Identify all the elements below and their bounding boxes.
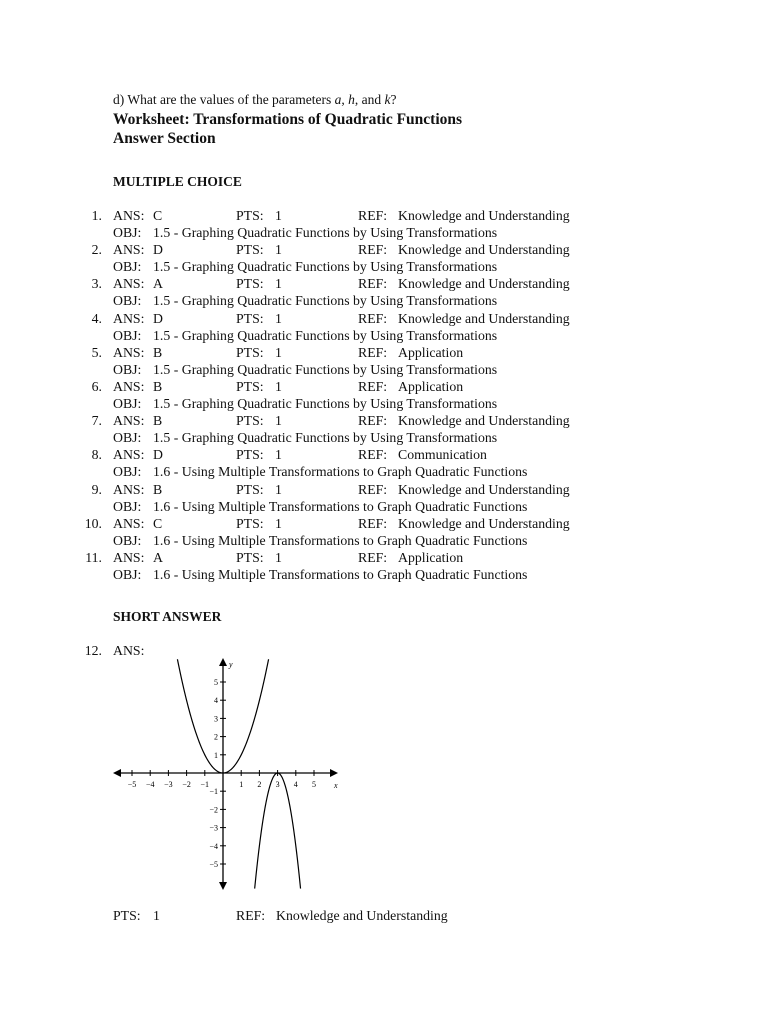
question-number: 12. — [84, 643, 102, 658]
obj-label: OBJ: — [113, 293, 142, 309]
obj-value: 1.6 - Using Multiple Transformations to Graph Quadratic Functions — [153, 498, 528, 514]
ans-value: A — [153, 276, 163, 292]
ans-label: ANS: — [113, 481, 145, 497]
pts-label: PTS: — [236, 413, 264, 429]
ans-label: ANS: — [113, 515, 145, 531]
pts-label: PTS: — [236, 481, 264, 497]
y-tick-label: −4 — [209, 841, 218, 851]
short-answer-heading: SHORT ANSWER — [113, 609, 222, 624]
ans-value: D — [153, 242, 163, 258]
pts-value: 1 — [275, 447, 282, 463]
ans-value: B — [153, 344, 163, 360]
pts-value: 1 — [275, 481, 282, 497]
question-number: 5. — [91, 344, 102, 360]
obj-label: OBJ: — [113, 225, 142, 240]
ref-value: Knowledge and Understanding — [398, 208, 570, 223]
mc-answer-row — [0, 412, 600, 429]
ans-label: ANS: — [113, 310, 145, 326]
mc-objective-row — [0, 258, 600, 275]
ref-value: Knowledge and Understanding — [398, 413, 570, 429]
ref-label: REF: — [358, 242, 388, 258]
mc-objective-row — [0, 292, 600, 309]
ref-label: REF: — [358, 550, 388, 565]
x-tick-label: 2 — [257, 780, 262, 789]
mc-objective-row — [0, 395, 600, 412]
question-number: 8. — [91, 447, 102, 463]
obj-label: OBJ: — [113, 430, 142, 446]
pts-label: PTS: — [236, 276, 264, 292]
pts-value: 1 — [275, 550, 282, 565]
obj-value: 1.6 - Using Multiple Transformations to Graph Quadratic Functions — [153, 567, 528, 582]
mc-objective-row — [0, 463, 600, 480]
obj-value: 1.6 - Using Multiple Transformations to Graph Quadratic Functions — [153, 532, 528, 548]
obj-label: OBJ: — [113, 327, 142, 343]
mc-answer-row — [0, 241, 600, 258]
x-tick-label: −1 — [200, 780, 210, 789]
ans-value: C — [153, 208, 163, 223]
x-axis-label: x — [334, 781, 338, 790]
mc-answer-row — [0, 481, 600, 498]
x-tick-label: 5 — [312, 780, 316, 789]
mc-answer-row — [0, 310, 600, 327]
ref-value: Knowledge and Understanding — [276, 908, 448, 923]
mc-answer-row — [0, 515, 600, 532]
obj-value: 1.5 - Graphing Quadratic Functions by Using Transformations — [153, 293, 498, 309]
ref-label: REF: — [236, 908, 266, 923]
ref-label: REF: — [358, 413, 388, 429]
y-tick-label: −2 — [209, 805, 218, 815]
ref-label: REF: — [358, 344, 388, 360]
mc-objective-row — [0, 532, 600, 549]
worksheet-title: Worksheet: Transformations of Quadratic Functions — [113, 111, 463, 128]
obj-label: OBJ: — [113, 259, 142, 275]
question-number: 1. — [91, 208, 102, 223]
ref-label: REF: — [358, 276, 388, 292]
mc-objective-row — [0, 566, 600, 583]
x-axis-right-arrow — [330, 769, 338, 777]
mc-objective-row — [0, 361, 600, 378]
obj-value: 1.5 - Graphing Quadratic Functions by Using Transformations — [153, 259, 498, 275]
x-tick-label: −2 — [182, 780, 191, 789]
ans-value: A — [153, 550, 163, 565]
mc-answer-row — [0, 446, 600, 463]
pts-value: 1 — [275, 379, 282, 394]
question-number: 10. — [84, 515, 102, 531]
ref-value: Knowledge and Understanding — [398, 242, 570, 258]
ans-label: ANS: — [113, 447, 145, 463]
obj-label: OBJ: — [113, 464, 142, 480]
pts-label: PTS: — [236, 550, 264, 565]
ans-label: ANS: — [113, 276, 145, 292]
obj-value: 1.5 - Graphing Quadratic Functions by Using Transformations — [153, 396, 498, 411]
pts-value: 1 — [153, 908, 160, 923]
ans-value: B — [153, 481, 163, 497]
y-tick-label: −3 — [209, 823, 218, 833]
pts-label: PTS: — [236, 447, 264, 463]
pts-label: PTS: — [113, 908, 141, 923]
y-tick-label: 1 — [214, 750, 218, 760]
ans-label: ANS: — [113, 413, 145, 429]
parabola-opening-down — [255, 773, 301, 889]
x-tick-label: 1 — [239, 780, 244, 789]
obj-label: OBJ: — [113, 396, 142, 411]
ref-label: REF: — [358, 208, 388, 223]
mc-answer-row — [0, 549, 600, 566]
y-tick-label: 5 — [214, 678, 218, 687]
obj-value: 1.5 - Graphing Quadratic Functions by Using Transformations — [153, 225, 498, 240]
y-axis-down-arrow — [219, 882, 227, 890]
previous-question: d) What are the values of the parameters a, h, and k? — [113, 92, 397, 107]
y-tick-label: 3 — [214, 714, 218, 724]
obj-label: OBJ: — [113, 361, 142, 377]
obj-label: OBJ: — [113, 498, 142, 514]
answer-section-title: Answer Section — [113, 130, 216, 147]
ref-label: REF: — [358, 379, 388, 394]
mc-answer-row — [0, 378, 600, 395]
pts-label: PTS: — [236, 242, 264, 258]
multiple-choice-heading: MULTIPLE CHOICE — [113, 174, 242, 189]
question-number: 3. — [91, 276, 102, 292]
ref-label: REF: — [358, 447, 388, 463]
ref-value: Application — [398, 550, 464, 565]
pts-value: 1 — [275, 208, 282, 223]
obj-value: 1.5 - Graphing Quadratic Functions by Using Transformations — [153, 361, 498, 377]
ans-label: ANS: — [113, 208, 145, 223]
y-tick-label: −5 — [209, 860, 218, 869]
ref-label: REF: — [358, 515, 388, 531]
pts-label: PTS: — [236, 379, 264, 394]
ref-value: Knowledge and Understanding — [398, 310, 570, 326]
mc-objective-row — [0, 224, 600, 241]
mc-objective-row — [0, 429, 600, 446]
ans-value: B — [153, 413, 163, 429]
ans-value: D — [153, 310, 163, 326]
mc-objective-row — [0, 498, 600, 515]
pts-label: PTS: — [236, 310, 264, 326]
ans-value: B — [153, 379, 163, 394]
obj-value: 1.5 - Graphing Quadratic Functions by Using Transformations — [153, 327, 498, 343]
mc-objective-row — [0, 327, 600, 344]
ans-label: ANS: — [113, 379, 145, 394]
mc-answer-row — [0, 275, 600, 292]
x-tick-label: −4 — [145, 780, 155, 789]
pts-value: 1 — [275, 276, 282, 292]
obj-value: 1.5 - Graphing Quadratic Functions by Using Transformations — [153, 430, 498, 446]
obj-label: OBJ: — [113, 532, 142, 548]
pts-value: 1 — [275, 515, 282, 531]
x-tick-label: −3 — [164, 780, 173, 789]
question-number: 7. — [91, 413, 102, 429]
ref-label: REF: — [358, 481, 388, 497]
ref-value: Knowledge and Understanding — [398, 515, 570, 531]
ref-value: Application — [398, 379, 464, 394]
y-tick-label: −1 — [209, 787, 218, 797]
ref-value: Knowledge and Understanding — [398, 276, 570, 292]
ans-value: C — [153, 515, 163, 531]
y-tick-label: 2 — [214, 732, 218, 742]
answer-graph — [110, 656, 350, 896]
pts-value: 1 — [275, 413, 282, 429]
x-tick-label: −5 — [127, 780, 137, 789]
y-tick-label: 4 — [214, 696, 218, 706]
ans-value: D — [153, 447, 163, 463]
question-number: 6. — [91, 379, 102, 394]
mc-answer-row — [0, 344, 600, 361]
pts-label: PTS: — [236, 515, 264, 531]
ans-label: ANS: — [113, 550, 145, 565]
ans-label: ANS: — [113, 242, 145, 258]
pts-value: 1 — [275, 310, 282, 326]
pts-label: PTS: — [236, 208, 264, 223]
ans-label: ANS: — [113, 643, 145, 658]
x-tick-label: 3 — [275, 780, 280, 789]
obj-value: 1.6 - Using Multiple Transformations to Graph Quadratic Functions — [153, 464, 528, 480]
y-axis-up-arrow — [219, 658, 227, 666]
y-axis-label: y — [229, 660, 233, 669]
pts-label: PTS: — [236, 344, 264, 360]
question-number: 11. — [85, 550, 102, 565]
mc-answer-row — [0, 207, 600, 224]
x-tick-label: 4 — [293, 780, 298, 789]
pts-value: 1 — [275, 344, 282, 360]
ref-value: Communication — [398, 447, 487, 463]
question-number: 2. — [91, 242, 102, 258]
ref-value: Knowledge and Understanding — [398, 481, 570, 497]
pts-value: 1 — [275, 242, 282, 258]
question-number: 4. — [91, 310, 102, 326]
x-axis-left-arrow — [113, 769, 121, 777]
ref-label: REF: — [358, 310, 388, 326]
ans-label: ANS: — [113, 344, 145, 360]
question-number: 9. — [91, 481, 102, 497]
obj-label: OBJ: — [113, 567, 142, 582]
ref-value: Application — [398, 344, 464, 360]
